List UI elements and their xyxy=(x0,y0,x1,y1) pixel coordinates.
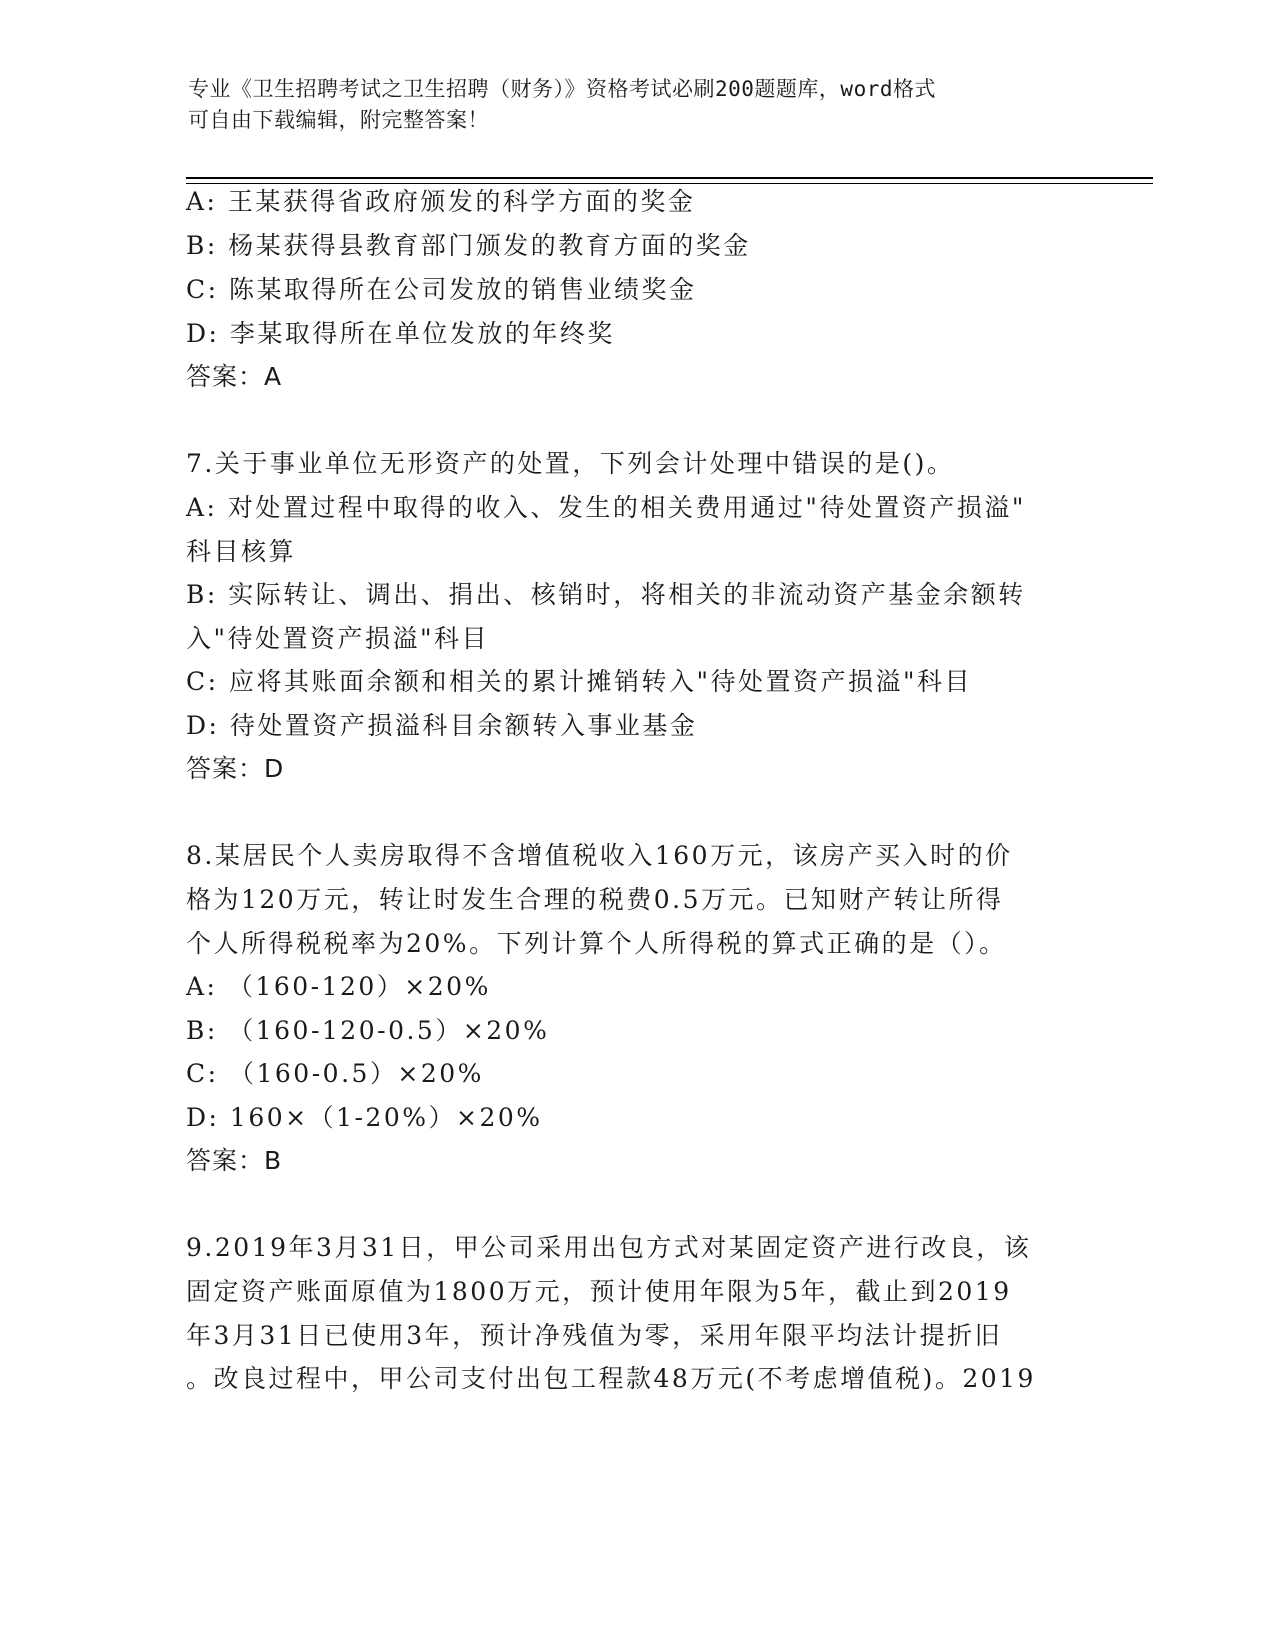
document-header xyxy=(188,74,1088,136)
q6-option-a: A: 王某获得省政府颁发的科学方面的奖金 xyxy=(186,187,696,216)
q6-option-d: D: 李某取得所在单位发放的年终奖 xyxy=(186,319,615,348)
q9-stem-line-2: 固定资产账面原值为1800万元，预计使用年限为5年，截止到2019 xyxy=(186,1277,1012,1306)
header-divider-thin xyxy=(186,183,1153,184)
q8-stem-line-1: 8.某居民个人卖房取得不含增值税收入160万元，该房产买入时的价 xyxy=(186,841,1013,870)
header-line-1: 专业《卫生招聘考试之卫生招聘（财务）》资格考试必刷200题题库，word格式 xyxy=(188,77,936,101)
q8-answer: 答案：B xyxy=(186,1146,283,1175)
header-divider-thick xyxy=(186,177,1153,179)
q9-stem-line-3: 年3月31日已使用3年，预计净残值为零，采用年限平均法计提折旧 xyxy=(186,1321,1003,1350)
q6-answer: 答案：A xyxy=(186,362,283,391)
q8-option-d: D: 160×（1-20%）×20% xyxy=(186,1103,543,1132)
q6-option-b: B: 杨某获得县教育部门颁发的教育方面的奖金 xyxy=(186,231,751,260)
q8-option-b: B: （160-120-0.5）×20% xyxy=(186,1016,550,1045)
q7-option-a-cont: 科目核算 xyxy=(186,537,297,566)
q7-option-c: C: 应将其账面余额和相关的累计摊销转入"待处置资产损溢"科目 xyxy=(186,667,972,696)
q9-stem-line-4: 。改良过程中，甲公司支付出包工程款48万元(不考虑增值税)。2019 xyxy=(186,1364,1036,1393)
q8-stem-line-2: 格为120万元，转让时发生合理的税费0.5万元。已知财产转让所得 xyxy=(186,885,1004,914)
q7-stem: 7.关于事业单位无形资产的处置，下列会计处理中错误的是()。 xyxy=(186,449,955,478)
q7-answer: 答案：D xyxy=(186,754,285,783)
q8-stem-line-3: 个人所得税税率为20%。下列计算个人所得税的算式正确的是（）。 xyxy=(186,929,1007,958)
q7-option-b-cont: 入"待处置资产损溢"科目 xyxy=(186,624,489,653)
q7-option-b: B: 实际转让、调出、捐出、核销时，将相关的非流动资产基金余额转 xyxy=(186,580,1026,609)
q7-option-d: D: 待处置资产损溢科目余额转入事业基金 xyxy=(186,711,698,740)
q6-option-c: C: 陈某取得所在公司发放的销售业绩奖金 xyxy=(186,275,697,304)
header-line-2: 可自由下载编辑，附完整答案！ xyxy=(188,108,489,132)
q9-stem-line-1: 9.2019年3月31日，甲公司采用出包方式对某固定资产进行改良，该 xyxy=(186,1233,1032,1262)
q8-option-c: C: （160-0.5）×20% xyxy=(186,1059,484,1088)
q8-option-a: A: （160-120）×20% xyxy=(186,972,491,1001)
q7-option-a: A: 对处置过程中取得的收入、发生的相关费用通过"待处置资产损溢" xyxy=(186,493,1026,522)
